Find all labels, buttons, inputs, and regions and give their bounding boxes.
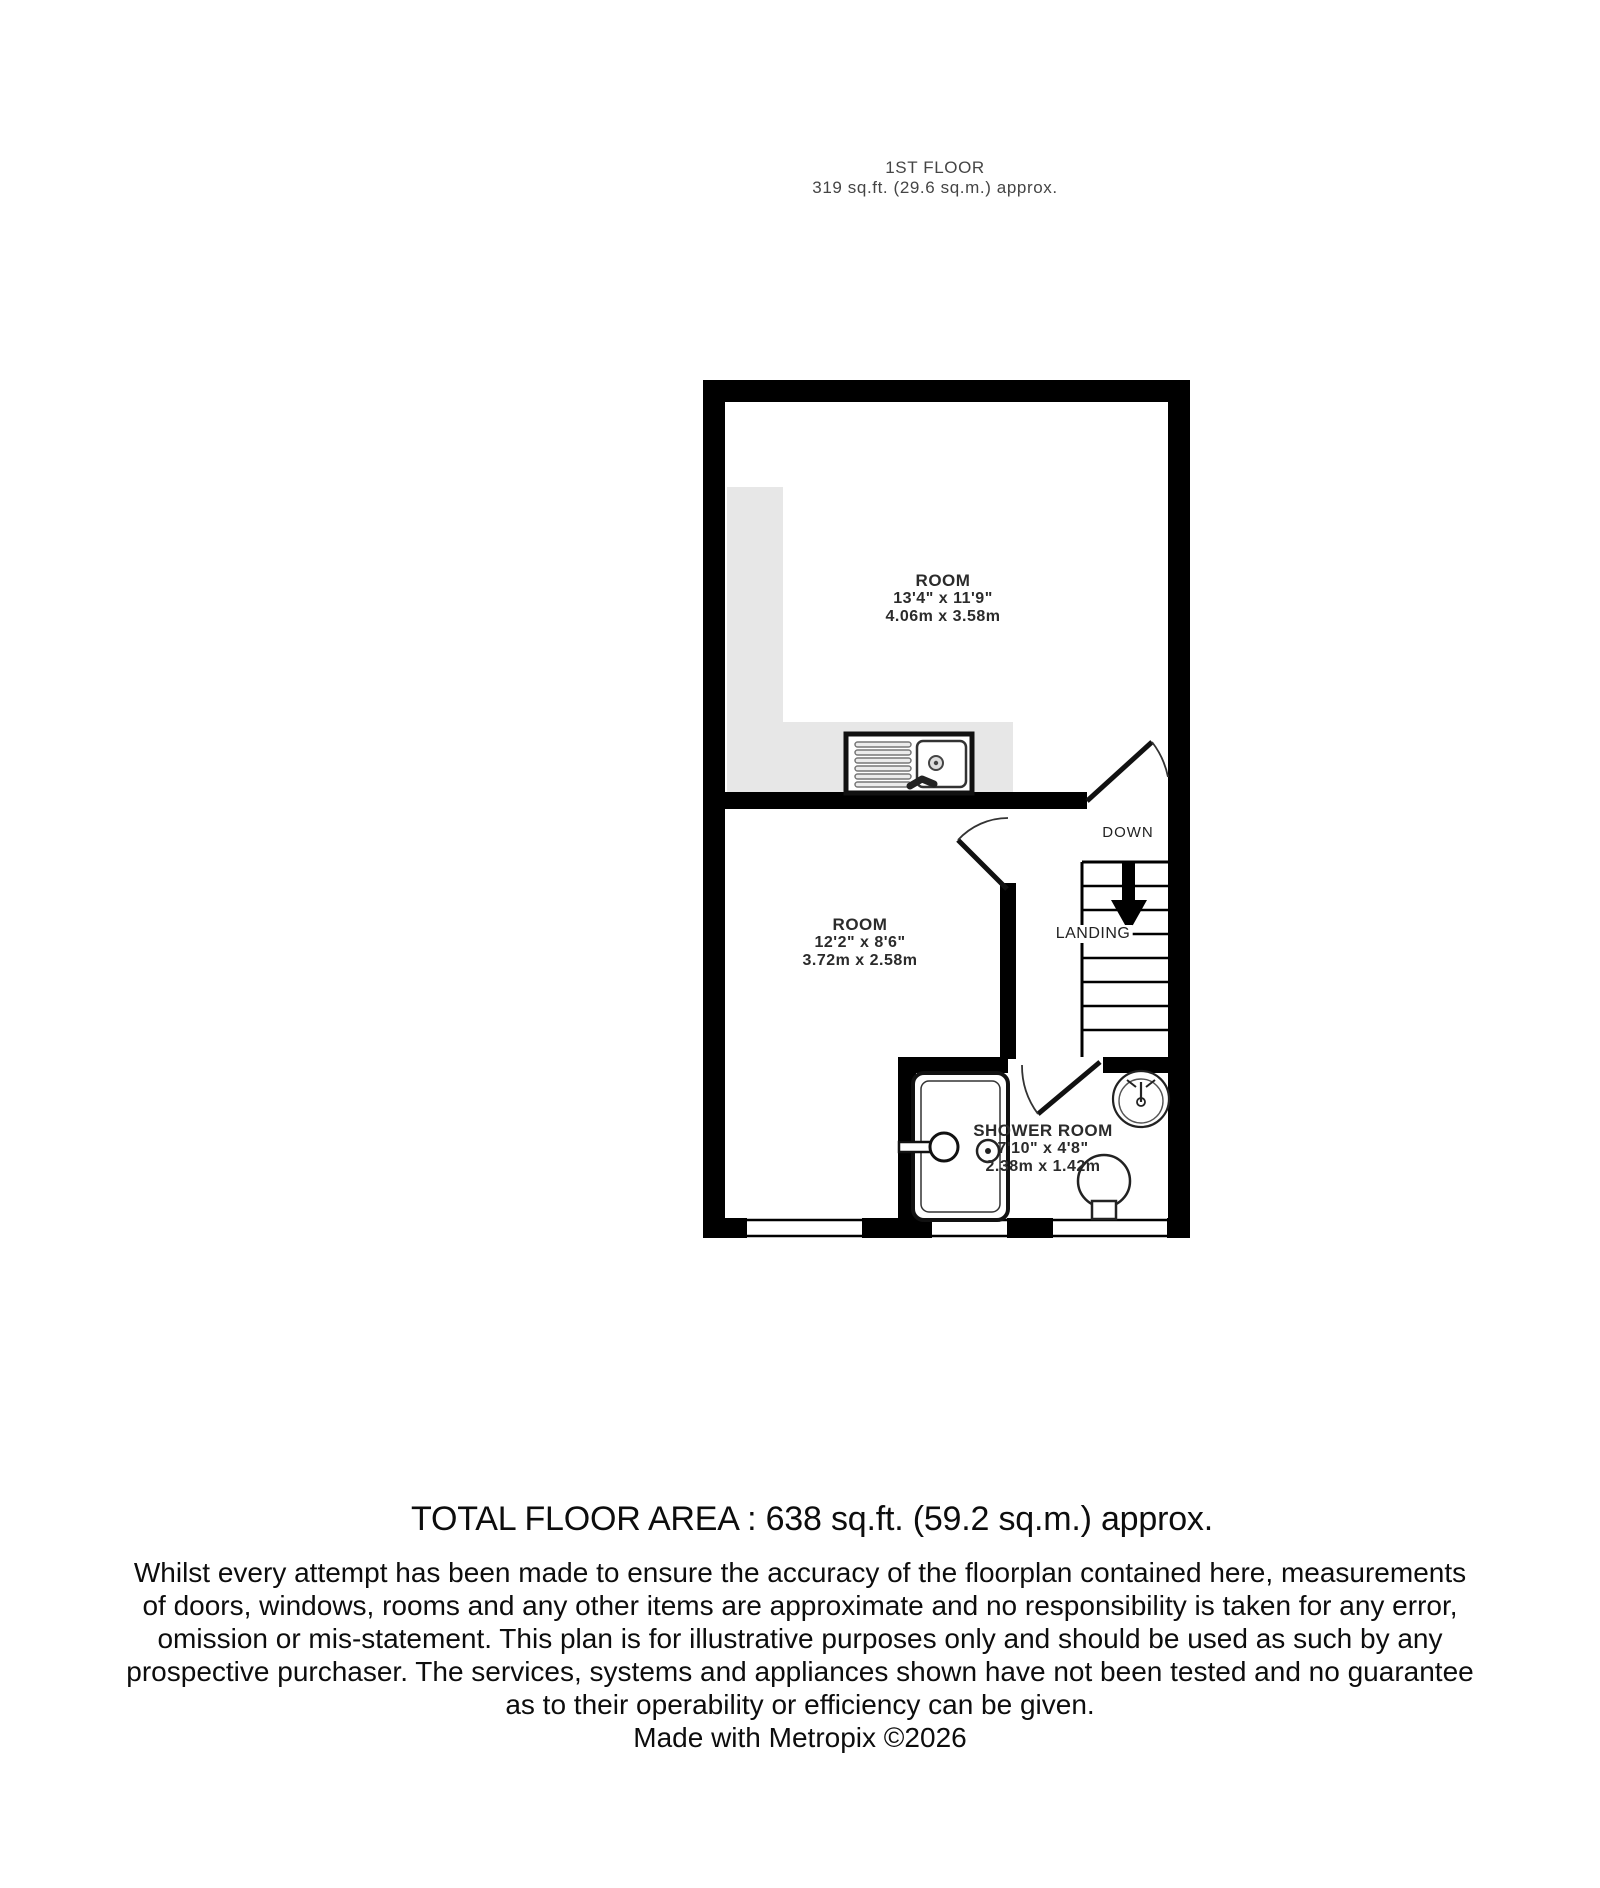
wall-right	[1168, 380, 1190, 1238]
door-shower-room	[1022, 1062, 1100, 1114]
wall-shower-top	[898, 1057, 1008, 1073]
room-bottom-metric: 3.72m x 2.58m	[802, 952, 918, 969]
disclaimer-line: prospective purchaser. The services, systems and appliances shown have not been tested and no guarantee	[126, 1656, 1474, 1687]
disclaimer-line: of doors, windows, rooms and any other items are approximate and no responsibility is taken for any error,	[142, 1590, 1458, 1621]
wall-bottom-seg3	[1007, 1218, 1053, 1238]
wall-bottom-seg1	[703, 1218, 747, 1238]
stairs-down-arrow	[1111, 863, 1147, 932]
toilet-cistern	[1092, 1201, 1116, 1219]
shower-room-metric: 2.38m x 1.42m	[985, 1158, 1101, 1175]
door-top-room	[1087, 742, 1168, 801]
shower-room-label	[973, 1122, 1113, 1176]
floor-area: 319 sq.ft. (29.6 sq.m.) approx.	[812, 178, 1058, 197]
disclaimer-block	[0, 1556, 1600, 1754]
floor-title	[812, 158, 1057, 198]
total-floor-area: TOTAL FLOOR AREA : 638 sq.ft. (59.2 sq.m.) approx.	[411, 1500, 1213, 1538]
window-right	[1053, 1218, 1167, 1238]
stairs-down-label: DOWN	[1102, 824, 1154, 841]
door-bottom-room	[958, 818, 1008, 889]
shower-room-imperial: 7'10" x 4'8"	[997, 1140, 1089, 1157]
metropix-credit: Made with Metropix ©2026	[633, 1722, 967, 1753]
shower-control-knob	[930, 1133, 958, 1161]
shower-valve-stem	[899, 1142, 931, 1152]
room-top-name: ROOM	[915, 571, 971, 590]
kitchen-sink	[846, 734, 972, 793]
disclaimer-line: omission or mis-statement. This plan is for illustrative purposes only and should be used as such by any	[157, 1623, 1443, 1654]
wash-basin	[1113, 1071, 1169, 1127]
wall-top	[703, 380, 1190, 402]
disclaimer-line: Whilst every attempt has been made to ensure the accuracy of the floorplan contained here, measurements	[133, 1557, 1467, 1588]
room-bottom-label	[802, 916, 917, 970]
room-bottom-imperial: 12'2" x 8'6"	[814, 934, 906, 951]
shower-room-name: SHOWER ROOM	[973, 1121, 1113, 1140]
room-top-metric: 4.06m x 3.58m	[885, 608, 1001, 625]
counter-vertical	[727, 487, 783, 792]
room-bottom-name: ROOM	[832, 915, 888, 934]
wall-bottom-seg4	[1167, 1218, 1190, 1238]
room-top-imperial: 13'4" x 11'9"	[893, 590, 993, 607]
floor-name: 1ST FLOOR	[885, 158, 985, 177]
window-left	[747, 1218, 862, 1238]
room-top-label	[885, 572, 1000, 626]
wall-landing-divider	[1000, 883, 1016, 1059]
disclaimer-line: as to their operability or efficiency can be given.	[505, 1689, 1095, 1720]
landing-label: LANDING	[1055, 925, 1131, 942]
